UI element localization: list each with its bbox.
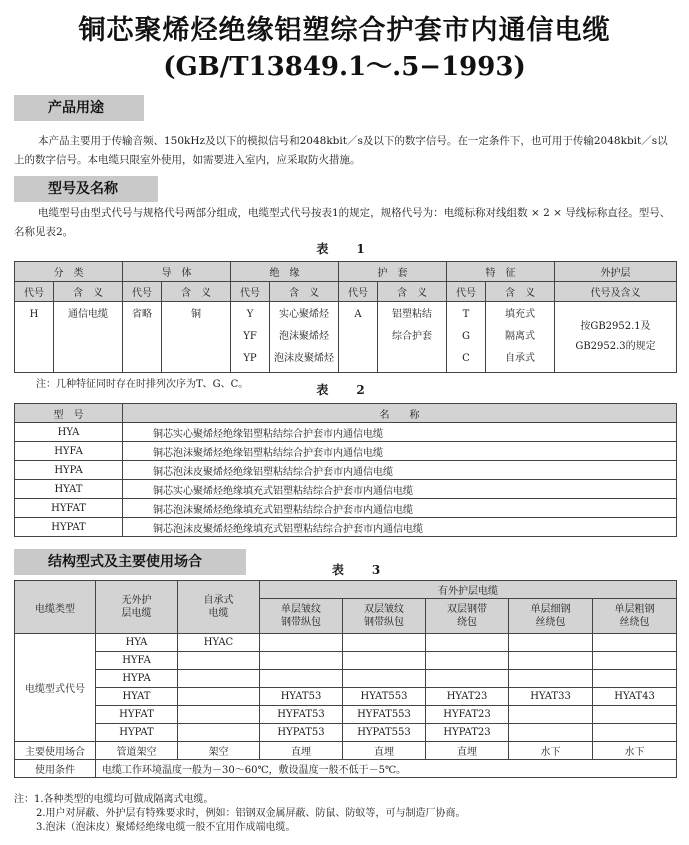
group-header: 分 类 xyxy=(15,262,123,282)
table-row xyxy=(15,480,677,499)
standard-number: (GB/T13849.1～.5−1993) xyxy=(163,52,526,82)
header-line: 双层皱纹 xyxy=(364,604,404,615)
models-paragraph: 电缆型号由型式代号与规格代号两部分组成，电缆型式代号按表1的规定，规格代号为：电缆标称对线组数 × 2 × 导线标称直径。型号、名称见表2。 xyxy=(14,207,671,238)
header-line: 自承式 xyxy=(203,595,234,606)
code-cell xyxy=(593,634,677,652)
code-cell xyxy=(178,724,260,742)
model-name: 铜芯实心聚烯烃绝缘填充式铝塑粘结综合护套市内通信电缆 xyxy=(123,480,677,499)
code-cell xyxy=(426,670,509,688)
table-row xyxy=(15,461,677,480)
model-name-table xyxy=(14,403,677,537)
code-cell xyxy=(178,706,260,724)
header-armored-group: 有外护层电缆 xyxy=(260,581,677,599)
insulation-code: Y xyxy=(246,309,254,320)
usage-paragraph: 本产品主要用于传输音频、150kHz及以下的模拟信号和2048kbit／s及以下的数字信号。在一定条件下，也可用于传输2048kbit／s以上的数字信号。本电缆只限室外使用，如需要进入室内，应采取防火措施。 xyxy=(14,135,668,166)
insulation-code: YP xyxy=(243,353,257,364)
code-cell xyxy=(593,652,677,670)
header-line: 钢带纵包 xyxy=(281,617,321,628)
group-header: 外护层 xyxy=(555,262,677,282)
outer-layer-line: 按GB2952.1及 xyxy=(580,321,651,332)
code-cell xyxy=(426,634,509,652)
usage-cell: 直埋 xyxy=(260,742,343,760)
header-name: 名 称 xyxy=(123,404,677,423)
code-cell: HYFA xyxy=(96,652,178,670)
section-heading-structure: 结构型式及主要使用场合 xyxy=(14,549,246,575)
footnotes xyxy=(14,793,466,835)
code-cell: HYFAT23 xyxy=(426,706,509,724)
usage-cell: 水下 xyxy=(593,742,677,760)
feature-code: G xyxy=(462,331,470,342)
code-cell: HYFAT xyxy=(96,706,178,724)
model-name: 铜芯泡沫皮聚烯烃绝缘铝塑粘结综合护套市内通信电缆 xyxy=(123,461,677,480)
group-header: 护 套 xyxy=(339,262,447,282)
cell-feature-codes xyxy=(447,302,486,373)
header-line: 丝绕包 xyxy=(535,617,566,628)
code-cell xyxy=(593,706,677,724)
cell-classification-code: H xyxy=(15,302,54,373)
footnote: 3.泡沫（泡沫皮）聚烯烃绝缘电缆一般不宜用作成端电缆。 xyxy=(36,822,296,833)
table-row xyxy=(15,634,677,652)
model-code: HYFA xyxy=(15,442,123,461)
code-cell xyxy=(509,634,593,652)
code-cell xyxy=(509,724,593,742)
model-code: HYPAT xyxy=(15,518,123,537)
header-self-supporting xyxy=(178,581,260,634)
group-header: 特 征 xyxy=(447,262,555,282)
feature-meaning: 隔离式 xyxy=(505,331,535,342)
sub-header: 含 义 xyxy=(486,282,555,302)
model-code: HYFAT xyxy=(15,499,123,518)
condition-row xyxy=(15,760,677,778)
model-code: HYA xyxy=(15,423,123,442)
table-row xyxy=(15,706,677,724)
code-cell: HYPA xyxy=(96,670,178,688)
structure-usage-table xyxy=(14,580,677,778)
header-armored-type xyxy=(593,599,677,634)
code-cell xyxy=(343,634,426,652)
usage-cell: 架空 xyxy=(178,742,260,760)
table2-caption: 表 2 xyxy=(316,383,373,397)
table1-caption: 表 1 xyxy=(316,242,373,256)
code-cell: HYAT23 xyxy=(426,688,509,706)
feature-meaning: 自承式 xyxy=(505,353,535,364)
sub-header: 代号 xyxy=(15,282,54,302)
table-row xyxy=(15,423,677,442)
code-cell xyxy=(509,706,593,724)
insulation-meaning: 泡沫聚烯烃 xyxy=(279,331,329,342)
group-header: 导 体 xyxy=(123,262,231,282)
sub-header: 含 义 xyxy=(270,282,339,302)
header-line: 绕包 xyxy=(457,617,477,628)
code-cell: HYPAT553 xyxy=(343,724,426,742)
cell-insulation-meanings xyxy=(270,302,339,373)
model-code-table xyxy=(14,261,677,373)
header-line: 单层粗钢 xyxy=(614,604,655,615)
cell-conductor-meaning: 铜 xyxy=(162,302,231,373)
table-row xyxy=(15,518,677,537)
code-cell: HYAT xyxy=(96,688,178,706)
sub-header: 代号 xyxy=(123,282,162,302)
header-line: 层电缆 xyxy=(121,608,152,619)
table-row xyxy=(15,442,677,461)
code-cell xyxy=(260,670,343,688)
code-cell xyxy=(260,652,343,670)
model-code: HYPA xyxy=(15,461,123,480)
model-code: HYAT xyxy=(15,480,123,499)
usage-row xyxy=(15,742,677,760)
insulation-meaning: 实心聚烯烃 xyxy=(279,309,329,320)
table-row xyxy=(15,688,677,706)
condition-label: 使用条件 xyxy=(15,760,96,778)
code-cell xyxy=(593,670,677,688)
table-row xyxy=(15,724,677,742)
condition-text: 电缆工作环境温度一般为－30～60℃，敷设温度一般不低于－5℃。 xyxy=(96,760,677,778)
header-cable-type: 电缆类型 xyxy=(15,581,96,634)
code-cell: HYAC xyxy=(178,634,260,652)
table-row xyxy=(15,670,677,688)
header-no-armor xyxy=(96,581,178,634)
usage-cell: 管道架空 xyxy=(96,742,178,760)
cell-classification-meaning: 通信电缆 xyxy=(54,302,123,373)
footnote: 注：1.各种类型的电缆均可做成隔离式电缆。 xyxy=(14,794,214,805)
code-cell: HYA xyxy=(96,634,178,652)
group-header: 绝 缘 xyxy=(231,262,339,282)
header-line: 丝绕包 xyxy=(619,617,650,628)
code-cell xyxy=(509,652,593,670)
row-group-label: 电缆型式代号 xyxy=(15,634,96,742)
sub-header: 代号及含义 xyxy=(555,282,677,302)
section-heading-usage: 产品用途 xyxy=(14,95,144,121)
section-heading-models: 型号及名称 xyxy=(14,176,158,202)
code-cell xyxy=(260,634,343,652)
sub-header: 含 义 xyxy=(54,282,123,302)
insulation-code: YF xyxy=(243,331,257,342)
header-line: 钢带纵包 xyxy=(364,617,404,628)
code-cell xyxy=(178,670,260,688)
code-cell: HYPAT xyxy=(96,724,178,742)
code-cell xyxy=(426,652,509,670)
page-title: 铜芯聚烯烃绝缘铝塑综合护套市内通信电缆 xyxy=(78,15,611,46)
code-cell: HYPAT23 xyxy=(426,724,509,742)
cell-conductor-code: 省略 xyxy=(123,302,162,373)
cell-sheath-meaning xyxy=(378,302,447,373)
cell-outer-layer xyxy=(555,302,677,373)
model-name: 铜芯泡沫皮聚烯烃绝缘填充式铝塑粘结综合护套市内通信电缆 xyxy=(123,518,677,537)
sub-header: 代号 xyxy=(231,282,270,302)
code-cell xyxy=(509,670,593,688)
sub-header: 代号 xyxy=(447,282,486,302)
code-cell: HYPAT53 xyxy=(260,724,343,742)
header-line: 单层细钢 xyxy=(530,604,571,615)
table1-note: 注：几种特征同时存在时排列次序为T、G、C。 xyxy=(36,379,249,390)
usage-cell: 水下 xyxy=(509,742,593,760)
footnote: 2.用户对屏蔽、外护层有特殊要求时，例如：铝钢双金属屏蔽、防鼠、防蚁等，可与制造厂协商。 xyxy=(36,808,466,819)
header-line: 电缆 xyxy=(208,608,229,619)
header-model: 型 号 xyxy=(15,404,123,423)
sheath-meaning: 综合护套 xyxy=(392,331,432,342)
model-name: 铜芯实心聚烯烃绝缘铝塑粘结综合护套市内通信电缆 xyxy=(123,423,677,442)
code-cell: HYFAT53 xyxy=(260,706,343,724)
usage-cell: 直埋 xyxy=(343,742,426,760)
header-line: 无外护 xyxy=(121,595,152,606)
usage-label: 主要使用场合 xyxy=(15,742,96,760)
header-armored-type xyxy=(509,599,593,634)
feature-code: T xyxy=(462,309,470,320)
feature-meaning: 填充式 xyxy=(505,309,535,320)
code-cell xyxy=(178,688,260,706)
header-armored-type xyxy=(426,599,509,634)
insulation-meaning: 泡沫皮聚烯烃 xyxy=(274,353,334,364)
code-cell: HYFAT553 xyxy=(343,706,426,724)
header-armored-type xyxy=(260,599,343,634)
header-line: 单层皱纹 xyxy=(281,604,321,615)
table3-caption: 表 3 xyxy=(331,563,389,577)
model-name: 铜芯泡沫聚烯烃绝缘填充式铝塑粘结综合护套市内通信电缆 xyxy=(123,499,677,518)
code-cell xyxy=(593,724,677,742)
header-armored-type xyxy=(343,599,426,634)
header-line: 双层钢带 xyxy=(447,604,487,615)
code-cell: HYAT553 xyxy=(343,688,426,706)
table-row xyxy=(15,499,677,518)
outer-layer-line: GB2952.3的规定 xyxy=(575,341,656,352)
sub-header: 代号 xyxy=(339,282,378,302)
sheath-meaning: 铝塑粘结 xyxy=(392,309,432,320)
code-cell xyxy=(178,652,260,670)
sub-header: 含 义 xyxy=(378,282,447,302)
code-cell: HYAT33 xyxy=(509,688,593,706)
feature-code: C xyxy=(462,353,470,364)
cell-feature-meanings xyxy=(486,302,555,373)
code-cell xyxy=(343,652,426,670)
table-row xyxy=(15,652,677,670)
model-name: 铜芯泡沫聚烯烃绝缘铝塑粘结综合护套市内通信电缆 xyxy=(123,442,677,461)
code-cell: HYAT53 xyxy=(260,688,343,706)
cell-sheath-code: A xyxy=(339,302,378,373)
sub-header: 含 义 xyxy=(162,282,231,302)
cell-insulation-codes xyxy=(231,302,270,373)
code-cell: HYAT43 xyxy=(593,688,677,706)
code-cell xyxy=(343,670,426,688)
usage-cell: 直埋 xyxy=(426,742,509,760)
